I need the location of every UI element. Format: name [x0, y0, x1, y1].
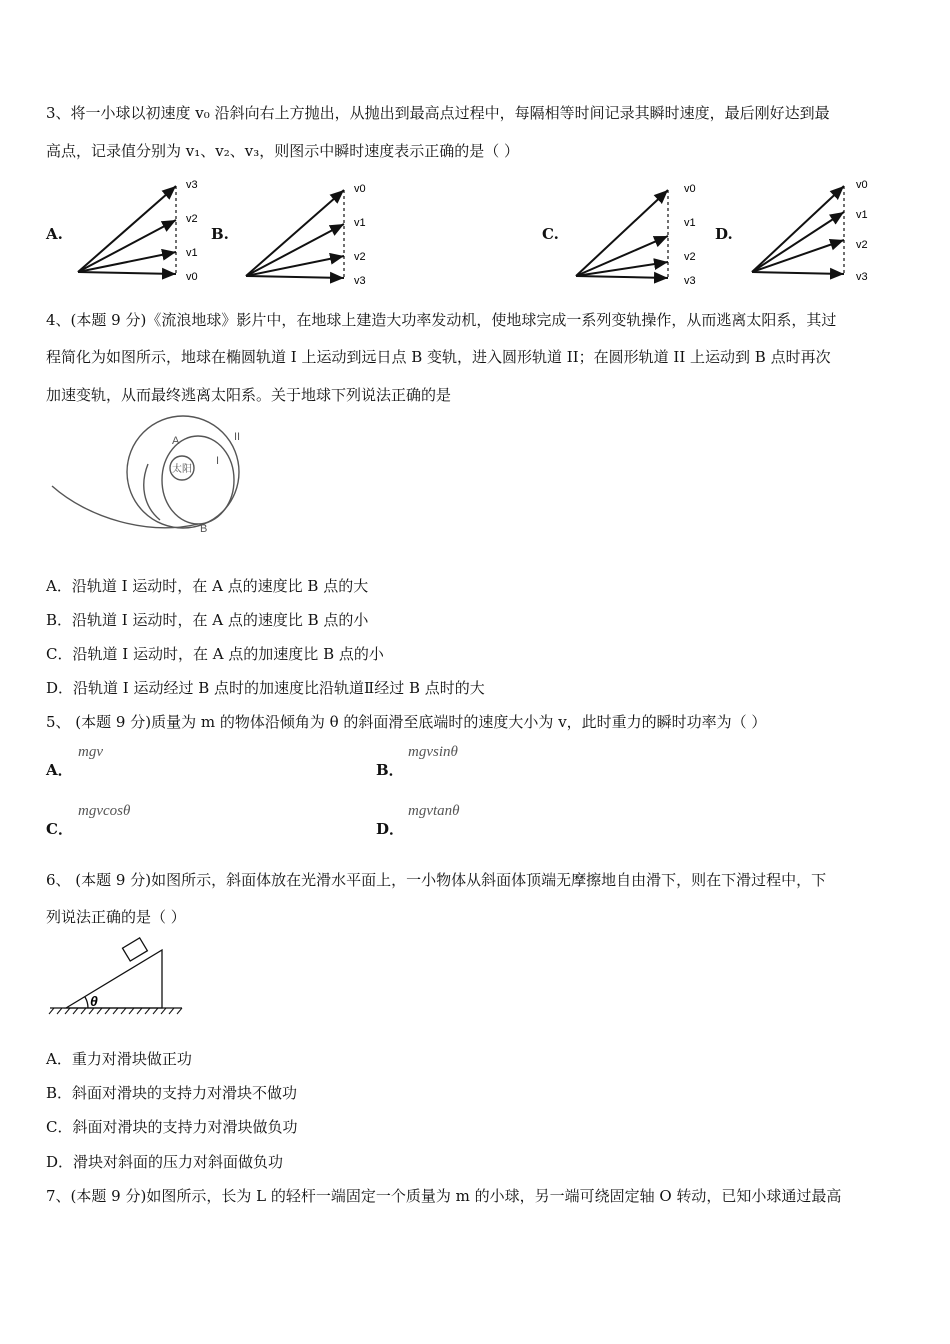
incline [66, 950, 162, 1008]
vector-v3 [752, 272, 844, 274]
q4-stem-line2: 程简化为如图所示，地球在椭圆轨道 I 上运动到远日点 B 变轨，进入圆形轨道 II；在圆形轨道 II 上运动到 B 点时再次 [46, 348, 831, 366]
q4-stem-line1: 4、(本题 9 分)《流浪地球》影片中，在地球上建造大功率发动机，使地球完成一系列变轨操作，从而逃离太阳系，其过 [46, 311, 837, 329]
label-v0: v0 [684, 183, 696, 195]
q6-option-a[interactable]: A．重力对滑块做正功 [46, 1050, 192, 1068]
q5-option-b-expr: mgvsinθ [408, 744, 458, 760]
label-v3: v3 [856, 271, 868, 283]
q4-option-d[interactable]: D．沿轨道 I 运动经过 B 点时的加速度比沿轨道Ⅱ经过 B 点时的大 [46, 679, 485, 697]
angle-arc [85, 997, 88, 1008]
q4-orbit-figure [48, 414, 278, 550]
q6-option-c[interactable]: C．斜面对滑块的支持力对滑块做负功 [46, 1118, 298, 1136]
vector-v0 [78, 272, 176, 274]
q3-option-d-label[interactable]: D. [715, 225, 733, 243]
q5-option-d-expr: mgvtanθ [408, 803, 460, 819]
q3-option-b-label[interactable]: B. [211, 225, 229, 243]
label-v3: v3 [186, 179, 198, 191]
vector-v0 [752, 186, 844, 272]
q3-figure-a [70, 176, 210, 286]
label-v3: v3 [684, 275, 696, 287]
q4-option-a[interactable]: A．沿轨道 I 运动时，在 A 点的速度比 B 点的大 [46, 577, 369, 595]
vector-v1 [752, 212, 844, 272]
q3-figure-b [238, 178, 378, 290]
sun-label: 太阳 [172, 464, 192, 475]
q3-stem-line1: 3、将一小球以初速度 v₀ 沿斜向右上方抛出，从抛出到最高点过程中，每隔相等时间记录其瞬时速度，最后刚好达到最 [46, 104, 830, 122]
q6-option-b[interactable]: B．斜面对滑块的支持力对滑块不做功 [46, 1084, 298, 1102]
q5-option-d[interactable]: D． [376, 820, 405, 838]
q5-option-c-expr: mgvcosθ [78, 803, 131, 819]
q4-stem-line3: 加速变轨，从而最终逃离太阳系。关于地球下列说法正确的是 [46, 386, 452, 404]
label-v0: v0 [186, 271, 198, 283]
label-v3: v3 [354, 275, 366, 287]
label-v1: v1 [186, 247, 198, 259]
q3-option-c-label[interactable]: C. [542, 225, 559, 243]
q3-figure-c [568, 178, 708, 290]
label-v1: v1 [856, 209, 868, 221]
point-b-label: B [200, 523, 208, 535]
label-v0: v0 [856, 179, 868, 191]
q3-figure-d [744, 176, 884, 288]
q4-option-b[interactable]: B．沿轨道 I 运动时，在 A 点的速度比 B 点的小 [46, 611, 369, 629]
label-v1: v1 [354, 217, 366, 229]
orbit-i [162, 436, 234, 524]
label-v2: v2 [856, 239, 868, 251]
point-a-label: A [172, 435, 180, 447]
theta-label: θ [90, 993, 98, 1009]
q3-option-a-label[interactable]: A. [46, 225, 63, 243]
vector-v0 [246, 190, 344, 276]
vector-v3 [246, 276, 344, 278]
q3-stem-line2: 高点，记录值分别为 v₁、v₂、v₃，则图示中瞬时速度表示正确的是（ ） [46, 142, 520, 160]
label-v2: v2 [684, 251, 696, 263]
q5-stem: 5、 (本题 9 分)质量为 m 的物体沿倾角为 θ 的斜面滑至底端时的速度大小为 v，此时重力的瞬时功率为（ ） [46, 713, 767, 731]
escape-trajectory-arrow [144, 464, 160, 520]
q6-option-d[interactable]: D．滑块对斜面的压力对斜面做负功 [46, 1153, 284, 1171]
q4-option-c[interactable]: C．沿轨道 I 运动时，在 A 点的加速度比 B 点的小 [46, 645, 384, 663]
label-v2: v2 [186, 213, 198, 225]
vector-v2 [752, 240, 844, 272]
q5-option-a[interactable]: A． [46, 761, 73, 779]
q6-incline-figure [48, 936, 188, 1018]
block [123, 938, 148, 961]
orbit-i-label: I [216, 455, 220, 467]
q6-stem-line1: 6、 (本题 9 分)如图所示，斜面体放在光滑水平面上，一小物体从斜面体顶端无摩擦地自由滑下，则在下滑过程中，下 [46, 871, 827, 889]
label-v0: v0 [354, 183, 366, 195]
label-v2: v2 [354, 251, 366, 263]
label-v1: v1 [684, 217, 696, 229]
q6-stem-line2: 列说法正确的是（ ） [46, 908, 186, 926]
q5-option-a-expr: mgv [78, 744, 103, 760]
q7-stem-line1: 7、(本题 9 分)如图所示，长为 L 的轻杆一端固定一个质量为 m 的小球，另一端可绕固定轴 O 转动，已知小球通过最高 [46, 1187, 842, 1205]
q5-option-b[interactable]: B． [376, 761, 404, 779]
orbit-ii-label: II [234, 431, 241, 443]
escape-trajectory [52, 486, 198, 528]
vector-v3 [576, 276, 668, 278]
vector-v3 [78, 186, 176, 272]
vector-v2 [246, 256, 344, 276]
q5-option-c[interactable]: C． [46, 820, 73, 838]
vector-v1 [78, 252, 176, 272]
